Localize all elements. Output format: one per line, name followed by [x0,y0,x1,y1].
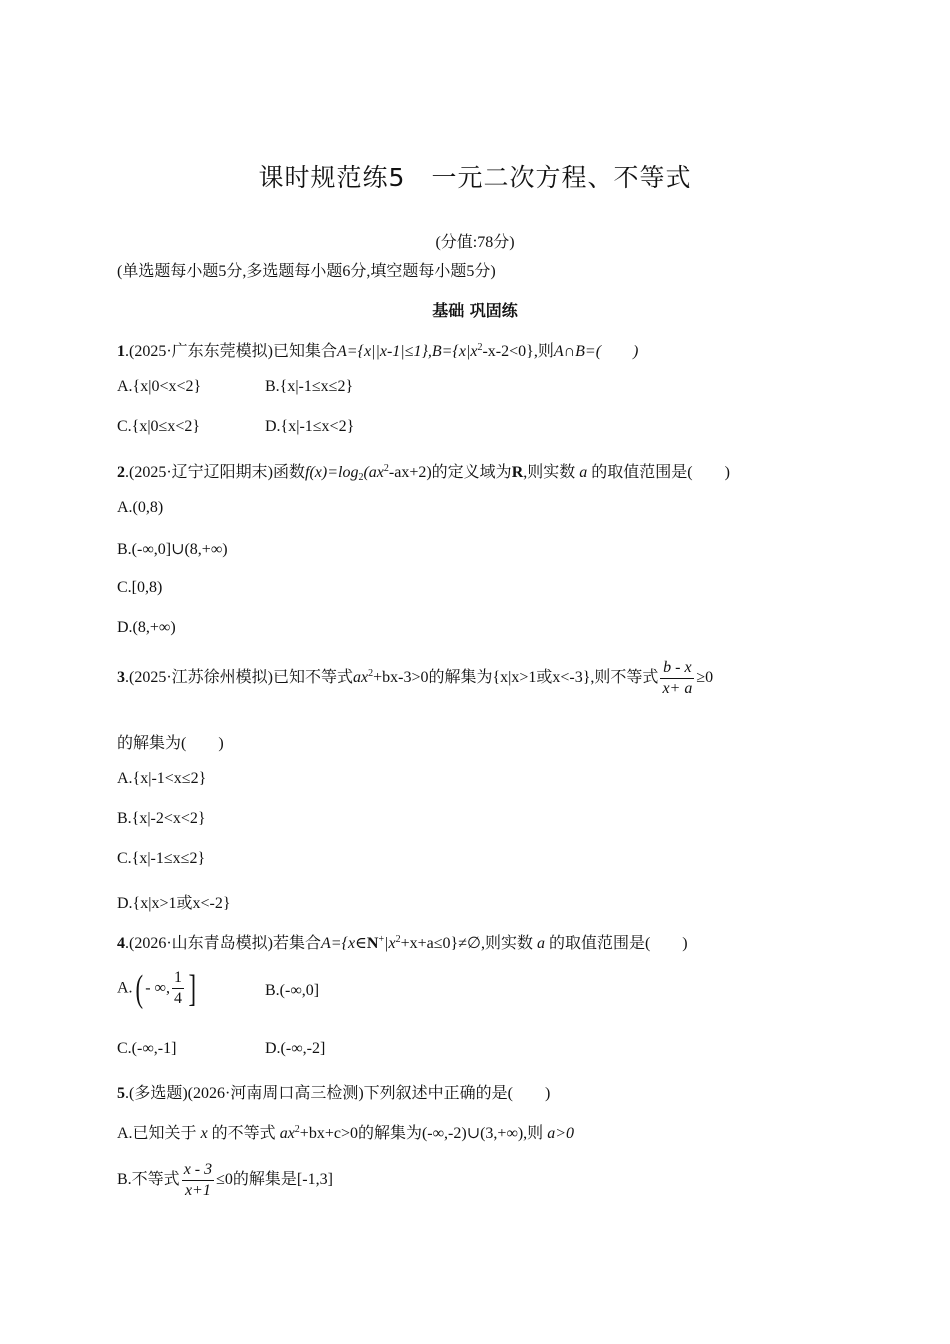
question-3: 3.(2025·江苏徐州模拟)已知不等式$ax^2+bx-3>0$的解集为{x|x>1或x<-3},则不等式 $\frac{b - x}{x+ a}$ ≥0 [117,659,714,697]
scoring-rule: (单选题每小题5分,多选题每小题6分,填空题每小题5分) [117,263,496,280]
right-bracket: ] [188,967,197,1010]
q5-option-b[interactable]: B.不等式 $\frac{x - 3}{x+1}$ ≤0的解集是[-1,3] [117,1161,333,1199]
q2-option-d[interactable]: D.(8,+∞) [117,619,176,636]
question-4: 4.(2026·山东青岛模拟)若集合$A=\{x\in N^+|x^2+x+a\le 0\}\ne\emptyset$,则实数 a 的取值范围是( ) [117,934,688,952]
q3-option-d[interactable]: D.{x|x>1或x<-2} [117,895,231,912]
q2-option-b[interactable]: B.(-∞,0]∪(8,+∞) [117,541,228,558]
question-1: 1.(2025·广东东莞模拟)已知集合$A=\{x||x-1|\le 1\},B=\{x|x^2-x-2<0\}$,则A∩B=( ) [117,342,639,360]
q5-fraction: $\frac{x - 3}{x+1}$ [183,1161,213,1199]
q3-option-a[interactable]: A.{x|-1<x≤2} [117,770,207,787]
q1-option-d[interactable]: D.{x|-1≤x<2} [265,418,355,435]
question-5: 5.(多选题)(2026·河南周口高三检测)下列叙述中正确的是( ) [117,1085,551,1102]
q3-option-b[interactable]: B.{x|-2<x<2} [117,810,206,827]
q2-option-c[interactable]: C.[0,8) [117,579,163,596]
page-title: 课时规范练5 一元二次方程、不等式 [258,163,692,192]
q2-option-a[interactable]: A.(0,8) [117,499,164,516]
q5-option-a[interactable]: A.已知关于 x 的不等式 $ax^2+bx+c>0$的解集为(-∞,-2)∪(3,+∞),则 a>0 [117,1124,574,1142]
q4-option-c[interactable]: C.(-∞,-1] [117,1040,177,1057]
left-paren: ( [135,967,143,1010]
q1-option-b[interactable]: B.{x|-1≤x≤2} [265,378,354,395]
q4-option-a[interactable]: A.( - ∞, $\frac{1}{4}$ ] [117,967,197,1010]
q4-fraction: $\frac{1}{4}$ [173,969,182,1007]
q1-option-a[interactable]: A.{x|0<x<2} [117,378,202,395]
q1-option-c[interactable]: C.{x|0≤x<2} [117,418,201,435]
q4-option-d[interactable]: D.(-∞,-2] [265,1040,326,1057]
question-3-continued: 的解集为( ) [117,735,224,752]
score-note: (分值:78分) [435,234,515,251]
q3-fraction: $\frac{b - x}{x+ a}$ [662,659,693,697]
q3-option-c[interactable]: C.{x|-1≤x≤2} [117,850,206,867]
q4-option-b[interactable]: B.(-∞,0] [265,982,320,999]
section-heading: 基础 巩固练 [432,301,518,320]
question-2: 2.(2025·辽宁辽阳期末)函数$f(x)=\log_2(ax^2-ax+2)$的定义域为R,则实数 a 的取值范围是( ) [117,463,730,483]
